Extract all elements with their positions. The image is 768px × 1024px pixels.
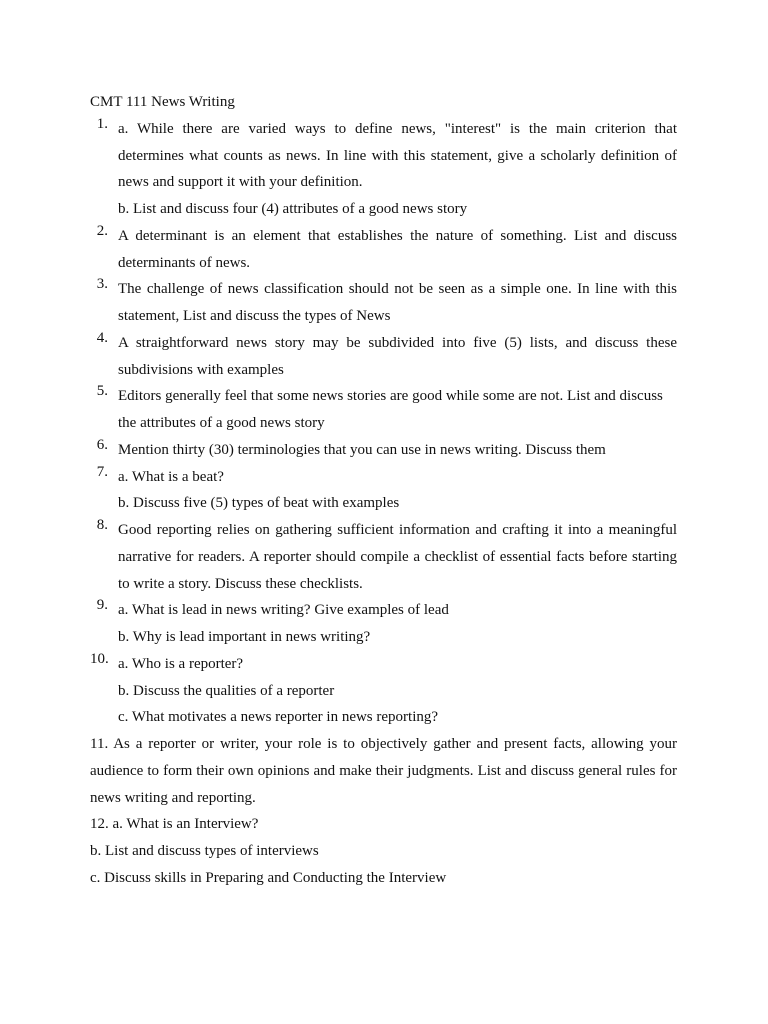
- question-number: 7.: [96, 463, 108, 480]
- question-line: subdivisions with examples: [118, 361, 284, 378]
- question-line: The challenge of news classification should not be seen as a simple one. In line with this: [118, 281, 677, 298]
- question-10: [90, 651, 677, 731]
- question-8: [90, 517, 677, 597]
- question-line: A determinant is an element that establishes the nature of something. List and discuss: [118, 227, 677, 244]
- question-line: determines what counts as news. In line with this statement, give a scholarly definition of: [118, 147, 677, 164]
- question-line: a. While there are varied ways to define news, "interest" is the main criterion that: [118, 120, 677, 137]
- question-number: 2.: [96, 222, 108, 239]
- document-title: CMT 111 News Writing: [90, 94, 235, 110]
- question-number: 5.: [96, 383, 108, 400]
- question-12: [90, 811, 677, 891]
- question-line: b. Discuss the qualities of a reporter: [118, 682, 335, 699]
- question-number: 3.: [96, 276, 108, 293]
- question-line: Good reporting relies on gathering sufficient information and crafting it into a meaningful: [118, 522, 677, 538]
- question-number: 1.: [96, 115, 108, 132]
- question-3: [90, 276, 677, 330]
- question-9: [90, 597, 677, 651]
- question-line: Mention thirty (30) terminologies that you can use in news writing. Discuss them: [118, 441, 606, 458]
- question-4: [90, 330, 677, 384]
- question-line: Editors generally feel that some news stories are good while some are not. List and discuss: [118, 388, 663, 405]
- question-line: b. List and discuss four (4) attributes of a good news story: [118, 201, 468, 217]
- question-number: 6.: [96, 436, 108, 453]
- question-6: [90, 437, 677, 464]
- question-5: [90, 383, 677, 437]
- question-line: b. Discuss five (5) types of beat with examples: [118, 495, 400, 512]
- question-line: a. What is a beat?: [118, 468, 224, 485]
- question-line: 11. As a reporter or writer, your role is to objectively gather and present facts, allowing your: [90, 736, 677, 752]
- question-line: a. What is lead in news writing? Give examples of lead: [118, 602, 449, 619]
- question-number: 8.: [96, 517, 108, 533]
- question-line: news and support it with your definition.: [118, 174, 363, 191]
- question-line: the attributes of a good news story: [118, 415, 325, 431]
- question-line: audience to form their own opinions and make their judgments. List and discuss general rules for: [90, 762, 677, 779]
- question-line: A straightforward news story may be subdivided into five (5) lists, and discuss these: [118, 334, 677, 351]
- document-body: [90, 89, 677, 892]
- question-line: statement, List and discuss the types of News: [118, 308, 391, 324]
- question-line: to write a story. Discuss these checklists.: [118, 575, 363, 592]
- question-number: 4.: [96, 329, 108, 346]
- question-line: narrative for readers. A reporter should compile a checklist of essential facts before starting: [118, 548, 677, 565]
- question-line: b. Why is lead important in news writing?: [118, 629, 371, 645]
- question-11: [90, 731, 677, 811]
- question-7: [90, 464, 677, 518]
- question-1: [90, 116, 677, 223]
- question-number: 9.: [96, 597, 108, 614]
- question-line: news writing and reporting.: [90, 789, 256, 806]
- question-number: 10.: [90, 650, 109, 667]
- question-line: a. Who is a reporter?: [118, 655, 244, 672]
- question-line: b. List and discuss types of interviews: [90, 843, 319, 859]
- question-2: [90, 223, 677, 277]
- question-line: c. What motivates a news reporter in news reporting?: [118, 709, 439, 726]
- question-line: c. Discuss skills in Preparing and Conducting the Interview: [90, 869, 447, 886]
- question-line: determinants of news.: [118, 254, 251, 271]
- question-line: 12. a. What is an Interview?: [90, 816, 259, 833]
